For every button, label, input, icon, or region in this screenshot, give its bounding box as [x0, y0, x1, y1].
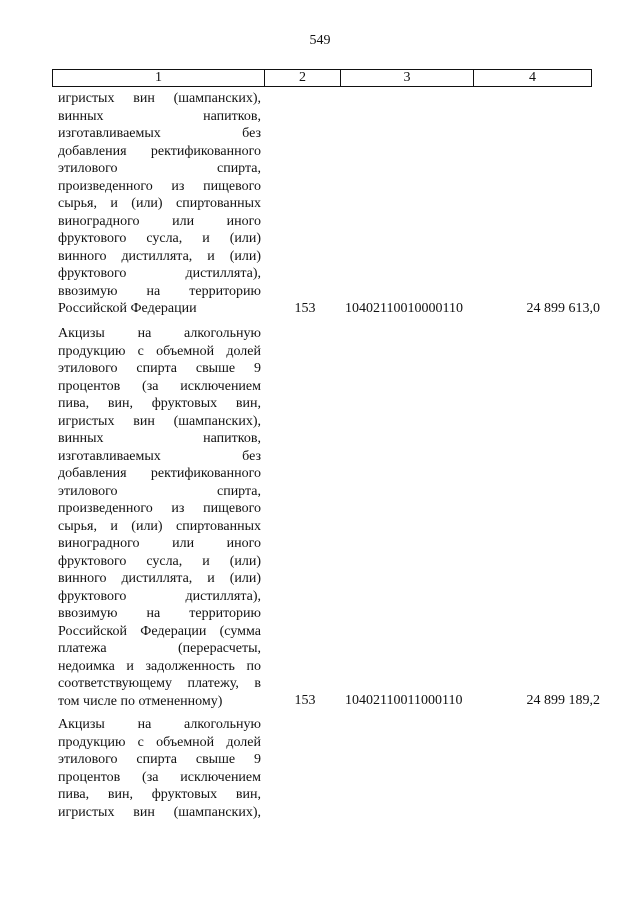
row-2-line: игристых вин (шампанских),	[58, 413, 261, 429]
row-1-line: фруктового сусла, и (или)	[58, 231, 261, 246]
row-2-line: недоимка и задолженность по	[58, 658, 261, 674]
row-2-line: процентов (за исключением	[58, 378, 261, 394]
row-3-line: Акцизы на алкогольную	[58, 717, 261, 732]
row-1-line: винного дистиллята, и (или)	[58, 248, 261, 264]
row-1-line: добавления ректификованного	[58, 143, 261, 159]
row-2-admin-code: 153	[294, 693, 316, 708]
row-1-line: ввозимую на территорию	[58, 283, 261, 299]
row-1-line: Российской Федерации	[58, 301, 197, 316]
header-col-2: 2	[265, 70, 341, 86]
row-3-description	[58, 716, 261, 821]
row-1-line: произведенного из пищевого	[58, 178, 261, 194]
row-2-line: Акцизы на алкогольную	[58, 326, 261, 341]
row-1-kbk-code: 10402110010000110	[345, 301, 463, 316]
row-2-description	[58, 325, 261, 710]
row-2-kbk-code: 10402110011000110	[345, 693, 463, 708]
row-2-line: этилового спирта свыше 9	[58, 361, 261, 376]
row-1-line: этилового спирта,	[58, 161, 261, 176]
row-1-line: игристых вин (шампанских),	[58, 91, 261, 106]
row-2-line: платежа (перерасчеты,	[58, 641, 261, 656]
row-2-line: ввозимую на территорию	[58, 606, 261, 621]
row-1-line: сырья, и (или) спиртованных	[58, 196, 261, 211]
header-col-4: 4	[529, 70, 536, 85]
row-1-admin-code: 153	[294, 301, 316, 316]
row-2-amount: 24 899 189,2	[526, 693, 600, 708]
row-3-line: продукцию с объемной долей	[58, 734, 261, 750]
row-3-line: этилового спирта свыше 9	[58, 752, 261, 767]
header-col-1: 1	[53, 70, 265, 86]
row-2-line: Российской Федерации (сумма	[58, 623, 261, 639]
row-1-line: виноградного или иного	[58, 213, 261, 229]
row-2-line: винных напитков,	[58, 431, 261, 446]
row-2-line: пива, вин, фруктовых вин,	[58, 396, 261, 411]
table-header	[52, 69, 592, 87]
row-2-line: добавления ректификованного	[58, 466, 261, 481]
row-2-line: этилового спирта,	[58, 483, 261, 499]
row-2-line: фруктового сусла, и (или)	[58, 553, 261, 569]
row-3-line: пива, вин, фруктовых вин,	[58, 787, 261, 802]
row-1-line: фруктового дистиллята),	[58, 266, 261, 281]
header-col-3: 3	[341, 70, 474, 86]
row-2-line: соответствующему платежу, в	[58, 676, 261, 691]
row-2-line: фруктового дистиллята),	[58, 588, 261, 604]
row-1-line: винных напитков,	[58, 108, 261, 124]
row-3-line: игристых вин (шампанских),	[58, 804, 261, 820]
row-2-line: произведенного из пищевого	[58, 501, 261, 516]
row-3-line: процентов (за исключением	[58, 769, 261, 785]
row-1-amount: 24 899 613,0	[526, 301, 600, 316]
row-2-line: изготавливаемых без	[58, 448, 261, 464]
page-number: 549	[309, 33, 331, 48]
row-2-line: продукцию с объемной долей	[58, 343, 261, 359]
row-1-line: изготавливаемых без	[58, 126, 261, 141]
row-2-line: виноградного или иного	[58, 536, 261, 551]
row-2-line: винного дистиллята, и (или)	[58, 571, 261, 586]
row-1-description	[58, 90, 261, 318]
row-2-line: том числе по отмененному)	[58, 693, 223, 709]
row-2-line: сырья, и (или) спиртованных	[58, 518, 261, 534]
